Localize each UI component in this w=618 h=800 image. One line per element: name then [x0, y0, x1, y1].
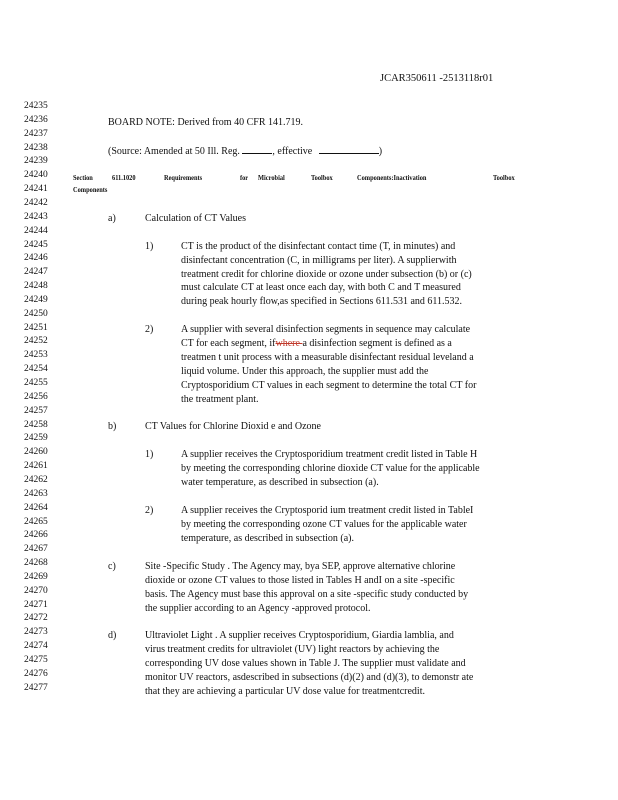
- line-number: 24264: [24, 502, 48, 513]
- line-number: 24262: [24, 474, 48, 485]
- line-number: 24259: [24, 433, 48, 444]
- b1-line-3: water temperature, as described in subsection (a).: [181, 477, 379, 488]
- line-number: 24255: [24, 378, 48, 388]
- b1-line-2: by meeting the corresponding chlorine dioxide CT value for the applicable: [181, 463, 480, 474]
- a1-line-2: disinfectant concentration (C, in milligrams per liter). A supplierwith: [181, 255, 457, 266]
- a2-line-2-post: a disinfection segment is defined as a: [302, 338, 452, 349]
- a2-line-1: A supplier with several disinfection segments in sequence may calculate: [181, 324, 471, 335]
- a2-line-6: the treatment plant.: [181, 394, 259, 405]
- source-close: ): [378, 146, 383, 157]
- line-number: 24263: [24, 488, 48, 499]
- b2-line-3: temperature, as described in subsection (a).: [181, 533, 354, 544]
- line-number: 24265: [24, 516, 48, 527]
- d-line-4: monitor UV reactors, asdescribed in subsections (d)(2) and (d)(3), to demonstr ate: [145, 672, 474, 683]
- heading-toolbox: Toolbox: [311, 173, 333, 182]
- line-number: 24270: [24, 585, 48, 596]
- source-prefix: (Source: Amended at 50 Ill. Reg.: [108, 146, 240, 157]
- line-number: 24246: [24, 253, 48, 264]
- d-line-3: corresponding UV dose values shown in Table J. The supplier must validate and: [145, 658, 466, 669]
- line-number: 24257: [24, 405, 48, 416]
- effective-blank: [319, 144, 379, 154]
- deleted-text: where: [275, 338, 303, 349]
- b2-label: 2): [145, 505, 154, 516]
- line-number: 24271: [24, 599, 48, 610]
- line-number: 24254: [24, 364, 48, 375]
- d-line-5: that they are achieving a particular UV dose value for treatmentcredit.: [145, 686, 425, 697]
- c-line-3: basis. The Agency must base this approval on a site -specific study conducted by: [145, 589, 469, 600]
- section-number: 611.1020: [112, 173, 136, 182]
- section-word: Section: [73, 173, 93, 182]
- subsection-d-label: d): [108, 630, 117, 641]
- line-number: 24252: [24, 336, 48, 347]
- heading-components-inactivation: Components:Inactivation: [357, 173, 427, 182]
- a1-line-3: treatment credit for chlorine dioxide or ozone under subsection (b) or (c): [181, 269, 472, 280]
- heading-requirements: Requirements: [164, 173, 203, 182]
- line-number: 24258: [24, 419, 48, 430]
- heading-for: for: [240, 173, 249, 182]
- line-number: 24238: [24, 142, 48, 153]
- a2-line-2: [181, 338, 452, 349]
- subsection-a-title: Calculation of CT Values: [145, 213, 247, 224]
- b2-line-2: by meeting the corresponding ozone CT values for the applicable water: [181, 519, 467, 530]
- line-number: 24240: [24, 170, 48, 181]
- b2-line-1: A supplier receives the Cryptosporid ium treatment credit listed in TableI: [181, 505, 474, 516]
- d-line-1: Ultraviolet Light . A supplier receives Cryptosporidium, Giardia lamblia, and: [145, 630, 454, 641]
- line-number: 24245: [24, 239, 48, 250]
- subsection-c-label: c): [108, 561, 116, 572]
- c-line-2: dioxide or ozone CT values to those listed in Tables H andI on a site -specific: [145, 575, 455, 586]
- a1-line-1: CT is the product of the disinfectant contact time (T, in minutes) and: [181, 241, 456, 252]
- date-blank: [242, 144, 272, 154]
- c-line-1: Site -Specific Study . The Agency may, bya SEP, approve alternative chlorine: [145, 561, 456, 572]
- line-number: 24260: [24, 447, 48, 458]
- line-number: 24261: [24, 461, 48, 472]
- b1-line-1: A supplier receives the Cryptosporidium treatment credit listed in Table H: [181, 449, 478, 460]
- heading-microbial: Microbial: [258, 173, 285, 182]
- line-number: 24275: [24, 655, 48, 665]
- source-effective: , effective: [272, 146, 313, 157]
- c-line-4: the supplier according to an Agency -approved protocol.: [145, 603, 371, 614]
- line-number: 24251: [24, 322, 48, 333]
- line-number: 24276: [24, 668, 48, 679]
- a1-label: 1): [145, 241, 154, 252]
- line-number: 24269: [24, 571, 48, 582]
- a1-line-5: during peak hourly flow,as specified in Sections 611.531 and 611.532.: [181, 296, 463, 307]
- line-number: 24272: [24, 613, 48, 624]
- heading-components: Components: [73, 185, 108, 194]
- line-number: 24274: [24, 641, 48, 652]
- a2-line-3: treatmen t unit process with a measurable disinfectant residual leveland a: [181, 352, 474, 363]
- line-number: 24249: [24, 294, 48, 305]
- line-number: 24256: [24, 391, 48, 402]
- line-number: 24277: [24, 682, 48, 693]
- line-number: 24273: [24, 627, 48, 638]
- a2-label: 2): [145, 324, 154, 335]
- line-number: 24237: [24, 128, 48, 139]
- source-note: [108, 144, 382, 157]
- line-number: 24248: [24, 281, 48, 292]
- line-number: 24243: [24, 211, 48, 222]
- line-number: 24266: [24, 530, 48, 541]
- line-number: 24267: [24, 544, 48, 555]
- line-number: 24253: [24, 350, 48, 361]
- d-line-2: virus treatment credits for ultraviolet (UV) light reactors by achieving the: [145, 644, 440, 655]
- line-number: 24241: [24, 184, 48, 195]
- line-number: 24247: [24, 267, 48, 278]
- document-code: JCAR350611 -2513118r01: [380, 73, 494, 84]
- line-number: 24239: [24, 156, 48, 167]
- a2-line-4: liquid volume. Under this approach, the supplier must add the: [181, 366, 429, 377]
- a2-line-2-pre: CT for each segment, if: [181, 338, 276, 349]
- board-note: BOARD NOTE: Derived from 40 CFR 141.719.: [108, 117, 303, 128]
- b1-label: 1): [145, 449, 154, 460]
- line-number: 24250: [24, 308, 48, 319]
- subsection-b-label: b): [108, 421, 117, 432]
- a2-line-5: Cryptosporidium CT values in each segment to determine the total CT for: [181, 380, 477, 391]
- subsection-a-label: a): [108, 213, 116, 224]
- line-number: 24244: [24, 225, 48, 236]
- line-number: 24235: [24, 101, 48, 111]
- heading-toolbox-2: Toolbox: [493, 173, 515, 182]
- line-number: 24236: [24, 114, 48, 125]
- a1-line-4: must calculate CT at least once each day, with both C and T measured: [181, 282, 461, 293]
- line-number: 24268: [24, 558, 48, 569]
- subsection-b-title: CT Values for Chlorine Dioxid e and Ozone: [145, 421, 321, 432]
- line-number: 24242: [24, 197, 48, 208]
